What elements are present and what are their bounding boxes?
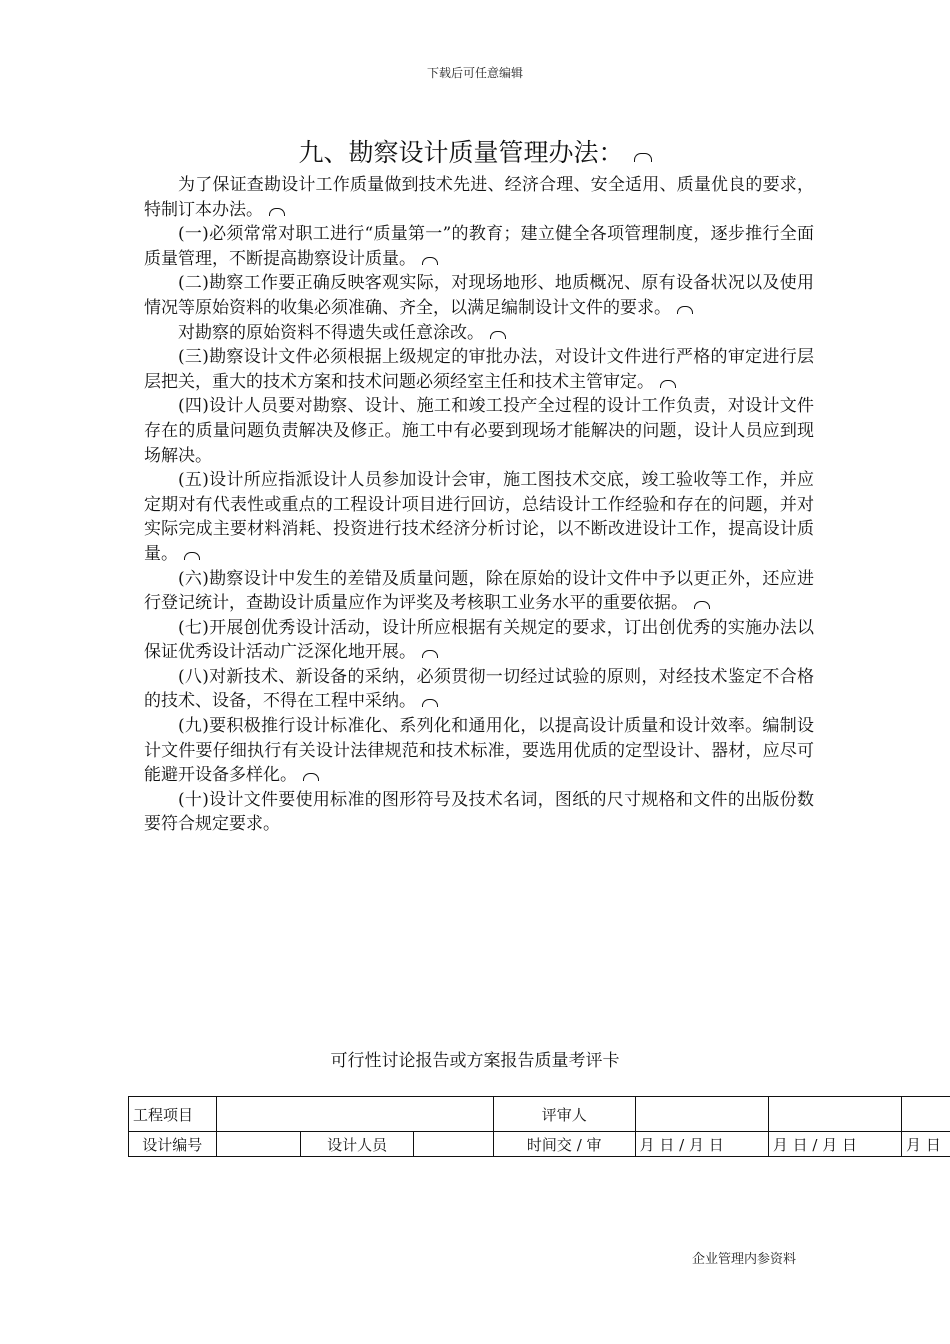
reviewer-field-1[interactable] xyxy=(635,1097,768,1132)
paragraph xyxy=(144,468,814,566)
paragraph-mark-icon xyxy=(677,306,693,314)
paragraph-text: 对勘察的原始资料不得遗失或任意涂改。 xyxy=(178,322,484,343)
paragraph-text: (四)设计人员要对勘察、设计、施工和竣工投产全过程的设计工作负责，对设计文件存在的质量问题负责解决及修正。施工中有必要到现场才能解决的问题，设计人员应到现场解决。 xyxy=(144,396,814,466)
paragraph-text: (八)对新技术、新设备的采纳，必须贯彻一切经过试验的原则，对经技术鉴定不合格的技术、设备，不得在工程中采纳。 xyxy=(144,666,814,712)
table-row xyxy=(129,1097,950,1132)
paragraph xyxy=(144,271,814,320)
evaluation-card-table xyxy=(128,1096,950,1157)
reviewer-field-3[interactable] xyxy=(902,1097,950,1132)
paragraph xyxy=(144,222,814,271)
paragraph xyxy=(144,345,814,394)
paragraph-text: (五)设计所应指派设计人员参加设计会审，施工图技术交底，竣工验收等工作，并应定期对有代表性或重点的工程设计项目进行回访，总结设计工作经验和存在的问题，并对实际完成主要材料消耗、投资进行技术经济分析讨论，以不断改进设计工作，提高设计质量。 xyxy=(144,470,814,564)
paragraph xyxy=(144,788,814,837)
paragraph xyxy=(144,173,814,222)
date-field-2[interactable]: 月 日 / 月 日 xyxy=(768,1132,901,1157)
paragraph-text: (六)勘察设计中发生的差错及质量问题，除在原始的设计文件中予以更正外，还应进行登记统计，查勘设计质量应作为评奖及考核职工业务水平的重要依据。 xyxy=(144,568,814,614)
reviewer-label: 评审人 xyxy=(493,1097,635,1132)
header-note: 下载后可任意编辑 xyxy=(426,66,523,80)
footer-note: 企业管理内参资料 xyxy=(692,1252,797,1267)
paragraph-text: 为了保证查勘设计工作质量做到技术先进、经济合理、安全适用、质量优良的要求，特制订本办法。 xyxy=(144,175,814,220)
project-field[interactable] xyxy=(216,1097,493,1132)
page-title-text: 九、勘察设计质量管理办法： xyxy=(298,138,624,167)
paragraph-mark-icon xyxy=(490,331,506,339)
paragraph xyxy=(144,394,814,468)
paragraph xyxy=(144,567,814,616)
project-label: 工程项目 xyxy=(129,1097,217,1132)
reviewer-field-2[interactable] xyxy=(768,1097,901,1132)
date-field-3[interactable]: 月 日 xyxy=(902,1132,950,1157)
document-body xyxy=(144,173,814,837)
table-title: 可行性讨论报告或方案报告质量考评卡 xyxy=(330,1051,620,1071)
paragraph-mark-icon xyxy=(422,257,438,265)
paragraph-mark-icon xyxy=(422,699,438,707)
designer-label: 设计人员 xyxy=(301,1132,414,1157)
paragraph-mark-icon xyxy=(269,208,285,216)
designer-field[interactable] xyxy=(414,1132,494,1157)
paragraph-text: (三)勘察设计文件必须根据上级规定的审批办法，对设计文件进行严格的审定进行层层把关，重大的技术方案和技术问题必须经室主任和技术主管审定。 xyxy=(144,347,814,392)
paragraph-mark-icon xyxy=(694,601,710,609)
paragraph-text: (一)必须常常对职工进行“质量第一”的教育；建立健全各项管理制度，逐步推行全面质量管理，不断提高勘察设计质量。 xyxy=(144,224,814,269)
paragraph-text: (二)勘察工作要正确反映客观实际，对现场地形、地质概况、原有设备状况以及使用情况等原始资料的收集必须准确、齐全，以满足编制设计文件的要求。 xyxy=(144,273,814,318)
paragraph-text: (九)要积极推行设计标准化、系列化和通用化，以提高设计质量和设计效率。编制设计文件要仔细执行有关设计法律规范和技术标准，要选用优质的定型设计、器材，应尽可能避开设备多样化。 xyxy=(144,716,814,786)
table-row xyxy=(129,1132,950,1157)
paragraph-mark-icon xyxy=(634,153,652,162)
paragraph xyxy=(144,321,814,346)
paragraph xyxy=(144,714,814,788)
paragraph-mark-icon xyxy=(660,380,676,388)
design-no-label: 设计编号 xyxy=(129,1132,217,1157)
paragraph-text: (十)设计文件要使用标准的图形符号及技术名词，图纸的尺寸规格和文件的出版份数要符合规定要求。 xyxy=(144,789,814,835)
paragraph-mark-icon xyxy=(303,773,319,781)
design-no-field[interactable] xyxy=(216,1132,300,1157)
page-title xyxy=(0,133,950,169)
paragraph xyxy=(144,665,814,714)
time-label: 时间交 / 审 xyxy=(493,1132,635,1157)
paragraph-mark-icon xyxy=(422,650,438,658)
paragraph-mark-icon xyxy=(184,552,200,560)
date-field-1[interactable]: 月 日 / 月 日 xyxy=(635,1132,768,1157)
paragraph-text: (七)开展创优秀设计活动，设计所应根据有关规定的要求，订出创优秀的实施办法以保证优秀设计活动广泛深化地开展。 xyxy=(144,617,814,663)
paragraph xyxy=(144,616,814,665)
